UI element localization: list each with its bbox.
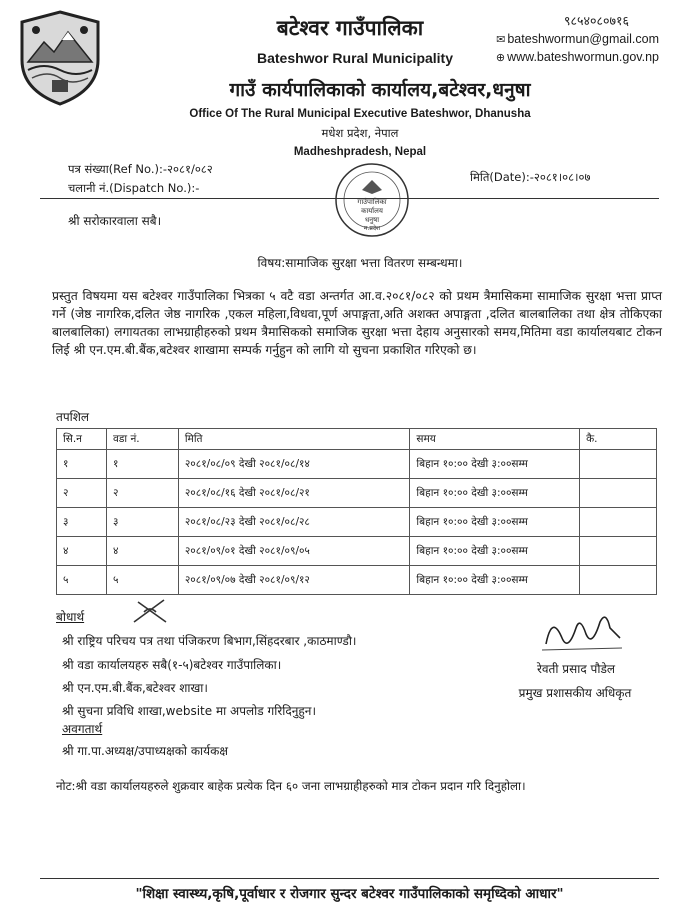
col-header-remarks: कै. — [580, 429, 657, 450]
website-text: www.bateshwormun.gov.np — [507, 50, 659, 64]
cc-item: श्री राष्ट्रिय परिचय पत्र तथा पंजिकरण बिभाग,सिंहदरबार ,काठमाण्डौ। — [62, 634, 357, 648]
cell-remarks — [580, 566, 657, 595]
cell-ward: ४ — [106, 537, 178, 566]
cc-item: श्री वडा कार्यालयहरु सबै(१-५)बटेश्वर गाउँपालिका। — [62, 658, 282, 672]
cell-date: २०८१/०९/०७ देखी २०८१/०९/१२ — [178, 566, 410, 595]
cc-item: श्री एन.एम.बी.बैंक,बटेश्वर शाखा। — [62, 681, 208, 695]
email-contact — [493, 32, 659, 46]
signatory-title: प्रमुख प्रशासकीय अधिकृत — [518, 686, 632, 700]
col-header-time: समय — [410, 429, 580, 450]
municipality-logo — [14, 8, 106, 108]
table-row — [57, 479, 657, 508]
cell-remarks — [580, 537, 657, 566]
office-stamp — [332, 160, 412, 240]
cell-ward: २ — [106, 479, 178, 508]
cell-serial: २ — [57, 479, 107, 508]
table-header-row — [57, 429, 657, 450]
stamp-line-2: कार्यालय — [361, 207, 383, 215]
cell-serial: ५ — [57, 566, 107, 595]
phone-number: ९८५४०८०७१६ — [563, 14, 629, 28]
cell-remarks — [580, 479, 657, 508]
footer-motto: "शिक्षा स्वास्थ्य,कृषि,पूर्वाधार र रोजगार सुन्दर बटेश्वर गाउँपालिकाको समृध्दिको आधार" — [135, 886, 564, 902]
cell-date: २०८१/०८/१६ देखी २०८१/०८/२१ — [178, 479, 410, 508]
cell-time: बिहान १०:०० देखी ३:००सम्म — [410, 537, 580, 566]
cell-ward: ३ — [106, 508, 178, 537]
cell-ward: १ — [106, 450, 178, 479]
stamp-line-4: म.प्रदेश — [363, 225, 381, 232]
table-row — [57, 566, 657, 595]
header-divider — [40, 198, 659, 199]
cc-item: श्री सुचना प्रविधि शाखा,website मा अपलोड गरिदिनुहुन। — [62, 704, 317, 718]
col-header-date: मिति — [178, 429, 410, 450]
footer-divider — [40, 878, 659, 879]
website-contact — [493, 50, 659, 64]
municipality-name-en: Bateshwor Rural Municipality — [256, 50, 454, 66]
letter-body: प्रस्तुत विषयमा यस बटेश्वर गाउँपालिका भित्रका ५ वटै वडा अन्तर्गत आ.व.२०८१/०८२ को प्रथम त्रैमासिकमा सामाजिक सुरक्षा भत्ता प्राप्त गर्ने (जेष्ठ नागरिक,दलित जेष्ठ नागरिक ,एकल महिला,विधवा,पूर्ण अपाङ्गता,अति अशक्त अपाङ्गता ,दलित बालबालिका तथा क्षेत्र तोकिएका बालबालिका) लगायतका लाभग्राहीहरुको प्रथम त्रैमासिकको समाजिक सुरक्षा भत्ता देहाय अनुसारको समय,मितिमा वडा कार्यालयबाट टोकन लिई श्री एन.एम.बी.बैंक,बटेश्वर शाखामा सम्पर्क गर्नुहुन को लागि यो सुचना प्रकाशित गरिएको छ। — [52, 289, 662, 357]
info-heading: अवगतार्थ — [62, 722, 103, 736]
stamp-line-3: धनुषा — [364, 216, 380, 224]
cell-time: बिहान १०:०० देखी ३:००सम्म — [410, 450, 580, 479]
ref-number: पत्र संख्या(Ref No.):-२०८१/०८२ — [68, 162, 213, 176]
office-name-en: Office Of The Rural Municipal Executive Bateshwor, Dhanusha — [189, 108, 531, 120]
municipality-name-np: बटेश्वर गाउँपालिका — [276, 16, 424, 40]
cell-date: २०८१/०९/०१ देखी २०८१/०९/०५ — [178, 537, 410, 566]
col-header-ward: वडा नं. — [106, 429, 178, 450]
table-row — [57, 508, 657, 537]
table-row — [57, 537, 657, 566]
letter-date: मिति(Date):-२०८१।०८।०७ — [470, 170, 591, 184]
cc-heading: बोधार्थ — [56, 610, 85, 624]
office-name-np: गाउँ कार्यपालिकाको कार्यालय,बटेश्वर,धनुषा — [229, 79, 531, 101]
addressee: श्री सरोकारवाला सबै। — [68, 214, 162, 228]
mail-icon: ✉ — [496, 34, 506, 46]
dispatch-number: चलानी नं.(Dispatch No.):- — [68, 181, 200, 195]
cell-remarks — [580, 450, 657, 479]
email-text: bateshwormun@gmail.com — [507, 32, 659, 46]
table-caption: तपशिल — [56, 410, 90, 424]
info-item: श्री गा.पा.अध्यक्ष/उपाध्यक्षको कार्यकक्ष — [62, 744, 228, 758]
signature — [536, 608, 626, 658]
cell-time: बिहान १०:०० देखी ३:००सम्म — [410, 566, 580, 595]
note-text: नोट:श्री वडा कार्यालयहरुले शुक्रवार बाहेक प्रत्येक दिन ६० जना लाभग्राहीहरुको मात्र टोकन प्रदान गरि दिनुहोला। — [56, 779, 526, 793]
cell-serial: ३ — [57, 508, 107, 537]
globe-icon: ⊕ — [495, 52, 506, 64]
subject-line: विषय:सामाजिक सुरक्षा भत्ता वितरण सम्बन्धमा। — [257, 256, 463, 270]
cell-ward: ५ — [106, 566, 178, 595]
stamp-line-1: गाउँपालिका — [357, 198, 387, 206]
cell-date: २०८१/०८/२३ देखी २०८१/०८/२८ — [178, 508, 410, 537]
cell-remarks — [580, 508, 657, 537]
table-row — [57, 450, 657, 479]
cell-date: २०८१/०८/०९ देखी २०८१/०८/१४ — [178, 450, 410, 479]
handwritten-mark — [130, 596, 170, 626]
col-header-serial: सि.न — [57, 429, 107, 450]
cell-serial: १ — [57, 450, 107, 479]
schedule-table — [56, 428, 657, 595]
province-en: Madheshpradesh, Nepal — [293, 146, 427, 158]
signatory-name: रेवती प्रसाद पौडेल — [536, 662, 616, 676]
cell-serial: ४ — [57, 537, 107, 566]
cell-time: बिहान १०:०० देखी ३:००सम्म — [410, 479, 580, 508]
cell-time: बिहान १०:०० देखी ३:००सम्म — [410, 508, 580, 537]
province-np: मधेश प्रदेश, नेपाल — [321, 126, 399, 140]
